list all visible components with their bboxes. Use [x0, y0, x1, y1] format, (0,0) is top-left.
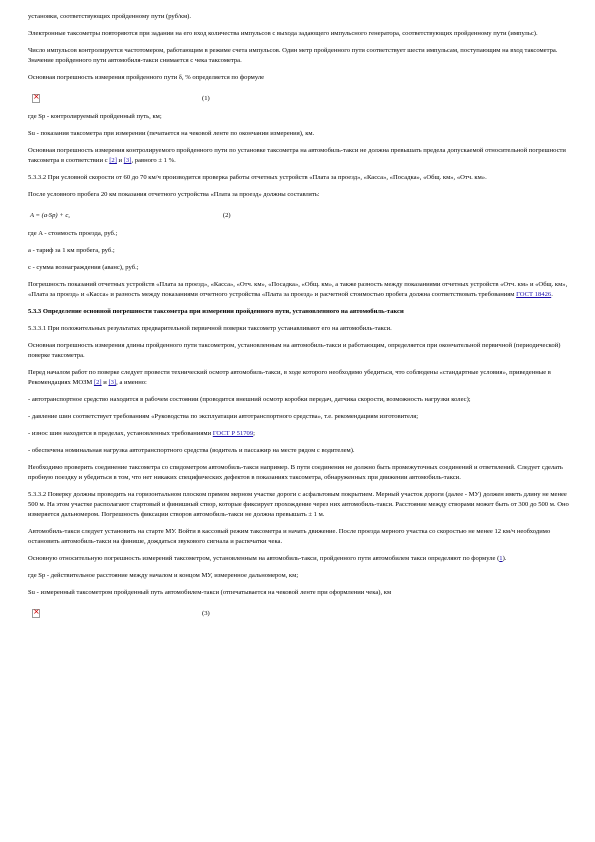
- paragraph: установки, соответствующих пройденному пути (руб/км).: [28, 13, 192, 20]
- paragraph: 5.3.3.1 При положительных результатах предварительной первичной поверки таксометр устанавливают его на автомобиль-такси.: [28, 325, 392, 332]
- paragraph: - автотранспортное средство находится в рабочем состоянии (проводится внешний осмотр коробки передач, датчика скорости, возможность нагрузки колес);: [28, 396, 471, 403]
- section-heading: 5.3.3 Определение основной погрешности таксометра при измерении пройденного пути, установленного на автомобиль-такси: [28, 308, 404, 315]
- text: Погрешность показаний отчетных устройств «Плата за проезд», «Касса», «Отч. км», «Посадка», «Общ. км», а также разность между показаниями отчетных устройств «Отч. км» и «Общ. км», «Плата за проезд» и «Касса» и разность между показаниями отчетного устройства «Плата за проезд» и расчетной стоимостью пробега должна соответствовать требованиям: [28, 281, 568, 298]
- text: , равного ± 1 %.: [131, 157, 176, 164]
- text: ;: [253, 430, 255, 437]
- gost-link[interactable]: ГОСТ 18426: [516, 291, 552, 298]
- text: Основную относительную погрешность измерений таксометром, установленным на автомобиль-такси, пройденного пути автомобилем такси определяют по формуле (: [28, 555, 500, 562]
- formula-link[interactable]: 1: [499, 555, 503, 562]
- paragraph: где Sp - контролируемый пройденный путь, км;: [28, 113, 162, 120]
- text: ).: [502, 555, 507, 562]
- broken-image-icon: [32, 94, 40, 103]
- paragraph: 5.3.3.2 При условной скорости от 60 до 70 км/ч производится проверка работы отчетных устройств «Плата за проезд», «Касса», «Посадка», «Общ. км», «Отч. км».: [28, 174, 487, 181]
- paragraph: Основная погрешность измерения длины пройденного пути таксометром, установленным на автомобиль-такси и работающим, определяется при окончательной первичной (периодической) поверке таксометра.: [28, 342, 561, 359]
- reference-link[interactable]: [2]: [109, 157, 117, 164]
- text: Основная погрешность измерения контролируемого пройденного пути по установке таксометра на автомобиль-такси не должна превышать предела допускаемой относительной погрешности таксометра в соответствии с: [28, 147, 566, 164]
- reference-link[interactable]: [2]: [93, 379, 102, 386]
- broken-image-icon: [32, 609, 40, 618]
- formula-1: [28, 90, 569, 106]
- paragraph: Su - показания таксометра при измерении (печатается на чековой ленте по окончании измерения), км.: [28, 130, 315, 137]
- paragraph: Число импульсов контролируется частотомером, работающим в режиме счета импульсов. Один метр пройденного пути соответствует шести импульсам, поступающим на вход таксометра. Значение пройденного пути автомобиля-такси снимается с чека таксометра.: [28, 47, 558, 64]
- text: и: [101, 379, 109, 386]
- paragraph: Электронные таксометры повторяются при задании на его вход количества импульсов с выхода задающего импульсного генератора, соответствующих пройденному пути (импульс).: [28, 30, 538, 37]
- paragraph: После условного пробега 20 км показания отчетного устройства «Плата за проезд» должны составлять:: [28, 191, 320, 198]
- paragraph: [28, 368, 569, 388]
- formula-2: [28, 207, 569, 223]
- text: .: [551, 291, 553, 298]
- paragraph: Автомобиль-такси следует установить на старте МУ. Войти в кассовый режим таксометра и начать движение. После проезда мерного участка со скоростью не менее 12 км/ч необходимо остановить автомобиль-такси на финише, дождаться звукового сигнала и распечатки чека.: [28, 528, 551, 545]
- formula-number: (3): [202, 609, 210, 617]
- paragraph: где A - стоимость проезда, руб.;: [28, 230, 118, 237]
- gost-link[interactable]: ГОСТ Р 51709: [212, 430, 254, 437]
- paragraph: [28, 554, 569, 564]
- formula-number: (2): [222, 211, 231, 219]
- paragraph: [28, 280, 569, 300]
- paragraph: c - сумма вознаграждения (аванс), руб.;: [28, 264, 139, 271]
- paragraph: Необходимо проверить соединение таксометра со спидометром автомобиль-такси например. В пути соединения не должно быть промежуточных соединений и ответвлений. Следует сделать пробную поездку и убедиться в том, что нет никаких специфических дефектов в показаниях таксометра, обнаруженных при движении автомобиль-такси.: [28, 464, 563, 481]
- text: , а именно:: [116, 379, 147, 386]
- paragraph: Основная погрешность измерения пройденного пути δ, % определяется по формуле: [28, 74, 265, 81]
- text: и: [116, 157, 124, 164]
- paragraph: 5.3.3.2 Поверку должны проводить на горизонтальном плоском прямом мерном участке дороги с асфальтовым покрытием. Мерный участок дороги (далее - МУ) должен иметь длину не менее 500 м. На этом участке располагают стартовый и финишный створ, которые фиксирует прохождение через них автомобиль-такси. Расстояние между створами может быть от 300 до 500 м. Оно измеряется дальномером. Погрешность фиксации створов автомобиль-такси не должна превышать ± 1 м.: [28, 491, 569, 518]
- paragraph: Su - измеренный таксометром пройденный путь автомобилем-такси (отпечатывается на чековой ленте при оформлении чека), км: [28, 589, 392, 596]
- formula-number: (1): [202, 94, 210, 102]
- reference-link[interactable]: [3]: [108, 379, 117, 386]
- paragraph: - давление шин соответствует требованиям «Руководства по эксплуатации автотранспортного средства», т.е. рекомендациям изготовителя;: [28, 413, 419, 420]
- formula-text: A = (a·Sp) + c,: [30, 211, 70, 219]
- formula-3: [28, 605, 569, 621]
- paragraph: [28, 429, 569, 439]
- text: - износ шин находится в пределах, установленных требованиями: [28, 430, 213, 437]
- paragraph: где Sp - действительное расстояние между началом и концом МУ, измеренное дальномером, км;: [28, 572, 299, 579]
- paragraph: [28, 146, 569, 166]
- text: Перед началом работ по поверке следует провести технический осмотр автомобиль-такси, в ходе которого необходимо убедиться, что соблюдены «стандартные условия», приведенные в Рекомендациях МОЗМ: [28, 369, 551, 386]
- paragraph: a - тариф за 1 км пробега, руб.;: [28, 247, 115, 254]
- paragraph: - обеспечена номинальная нагрузка автотранспортного средства (водитель и пассажир на месте рядом с водителем).: [28, 447, 355, 454]
- reference-link[interactable]: [3]: [123, 157, 132, 164]
